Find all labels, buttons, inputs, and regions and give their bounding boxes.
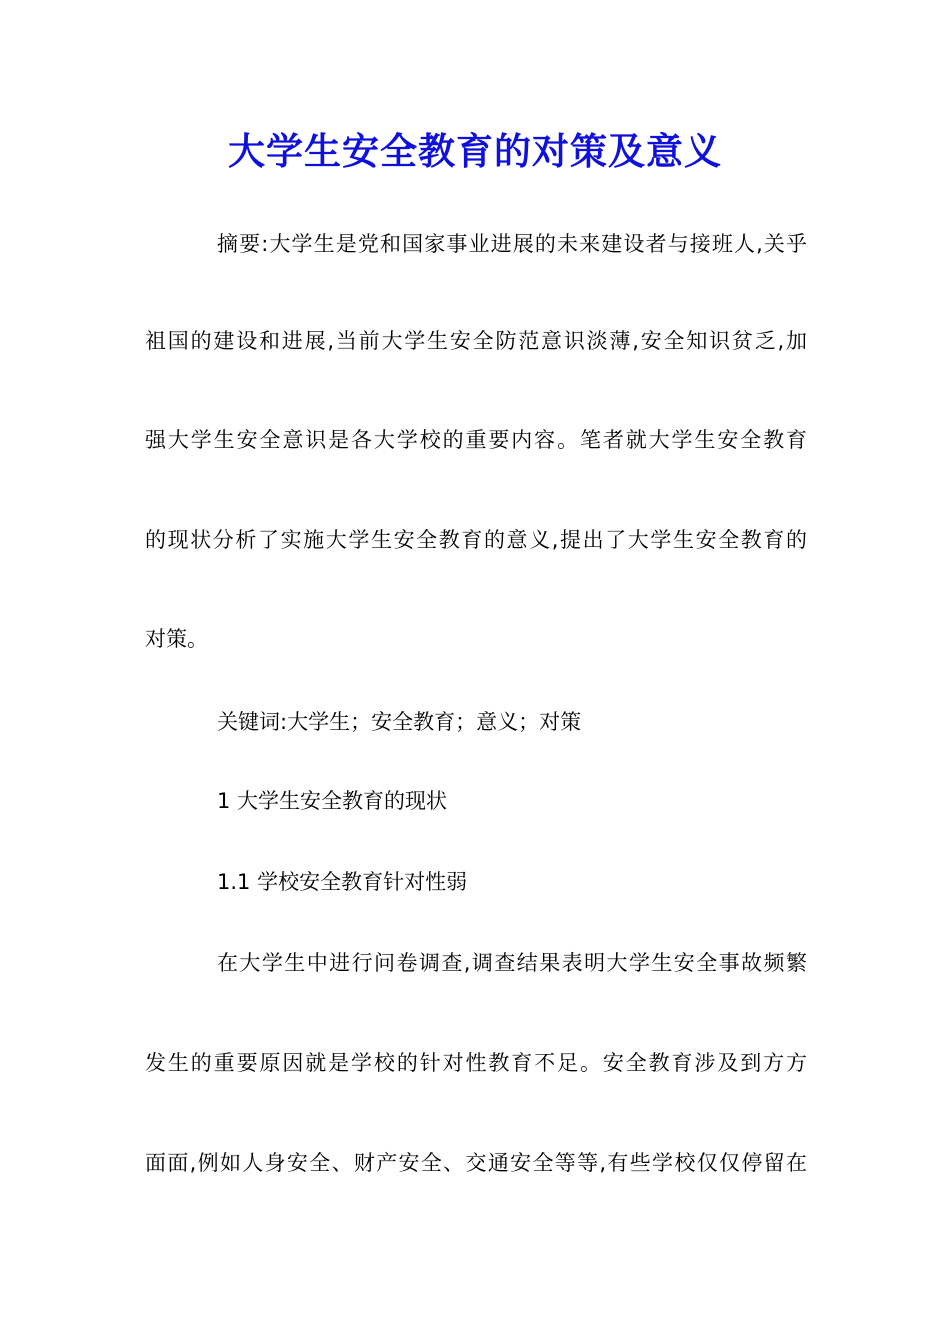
abstract-line-4: 的现状分析了实施大学生安全教育的意义,提出了大学生安全教育的: [145, 528, 807, 552]
abstract-line-2: 祖国的建设和进展,当前大学生安全防范意识淡薄,安全知识贫乏,加: [145, 329, 807, 353]
abstract-line-3: 强大学生安全意识是各大学校的重要内容。笔者就大学生安全教育: [145, 428, 807, 452]
section-heading-1: 1 大学生安全教育的现状: [217, 789, 448, 813]
section-heading-1-1: 1.1 学校安全教育针对性弱: [217, 870, 468, 894]
body-line-3: 面面,例如人身安全、财产安全、交通安全等等,有些学校仅仅停留在: [145, 1151, 807, 1175]
keywords: 关键词:大学生；安全教育；意义；对策: [217, 710, 582, 734]
body-line-2: 发生的重要原因就是学校的针对性教育不足。安全教育涉及到方方: [145, 1051, 807, 1075]
document-title: 大学生安全教育的对策及意义: [228, 129, 722, 173]
abstract-line-5: 对策。: [145, 627, 208, 651]
abstract-line-1: 摘要:大学生是党和国家事业进展的未来建设者与接班人,关乎: [217, 232, 807, 256]
body-line-1: 在大学生中进行问卷调查,调查结果表明大学生安全事故频繁: [217, 951, 807, 975]
